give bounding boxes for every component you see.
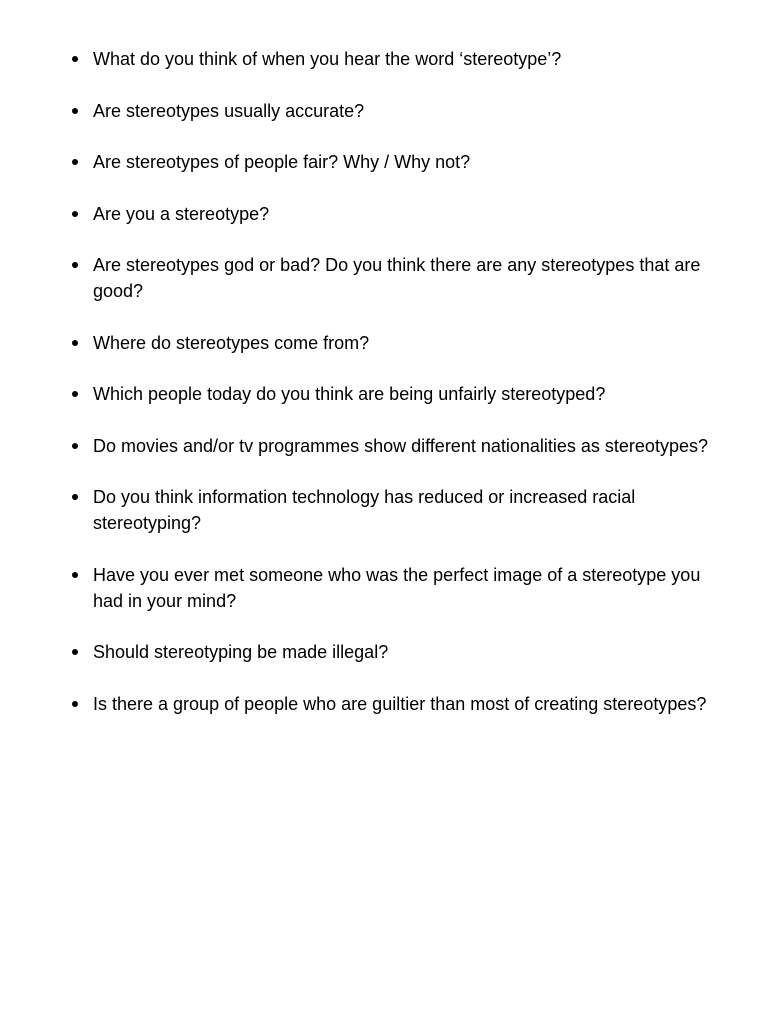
question-text: Where do stereotypes come from?	[93, 332, 370, 353]
question-text: Do you think information technology has reduced or increased racial stereotyping?	[93, 487, 636, 533]
question-text: Are stereotypes god or bad? Do you think there are any stereotypes that are good?	[93, 255, 701, 301]
bullet-icon	[72, 211, 78, 217]
bullet-icon	[72, 108, 78, 114]
question-item	[70, 691, 720, 717]
question-text: Is there a group of people who are guiltier than most of creating stereotypes?	[93, 693, 707, 714]
bullet-icon	[72, 572, 78, 578]
question-text: Have you ever met someone who was the perfect image of a stereotype you had in your mind?	[93, 564, 701, 611]
bullet-icon	[72, 701, 78, 707]
question-text: Are you a stereotype?	[93, 203, 270, 224]
question-item	[70, 252, 720, 304]
bullet-icon	[72, 340, 78, 346]
question-text: Are stereotypes usually accurate?	[93, 100, 365, 121]
question-item	[70, 149, 720, 175]
question-item	[70, 562, 720, 614]
question-item	[70, 46, 720, 72]
bullet-icon	[72, 649, 78, 655]
question-text: Do movies and/or tv programmes show different nationalities as stereotypes?	[93, 435, 708, 456]
question-item	[70, 484, 720, 536]
question-item	[70, 381, 720, 407]
question-item	[70, 98, 720, 124]
bullet-icon	[72, 159, 78, 165]
question-item	[70, 201, 720, 227]
bullet-icon	[72, 262, 78, 268]
bullet-icon	[72, 391, 78, 397]
bullet-icon	[72, 56, 78, 62]
question-item	[70, 330, 720, 356]
question-text: Are stereotypes of people fair? Why / Why not?	[93, 152, 471, 172]
question-text: Should stereotyping be made illegal?	[93, 642, 389, 662]
question-item	[70, 433, 720, 459]
question-text: What do you think of when you hear the word ‘stereotype’?	[93, 49, 562, 69]
bullet-icon	[72, 443, 78, 449]
bullet-icon	[72, 494, 78, 500]
question-list	[70, 46, 720, 742]
question-text: Which people today do you think are being unfairly stereotyped?	[93, 384, 606, 404]
question-item	[70, 639, 720, 665]
